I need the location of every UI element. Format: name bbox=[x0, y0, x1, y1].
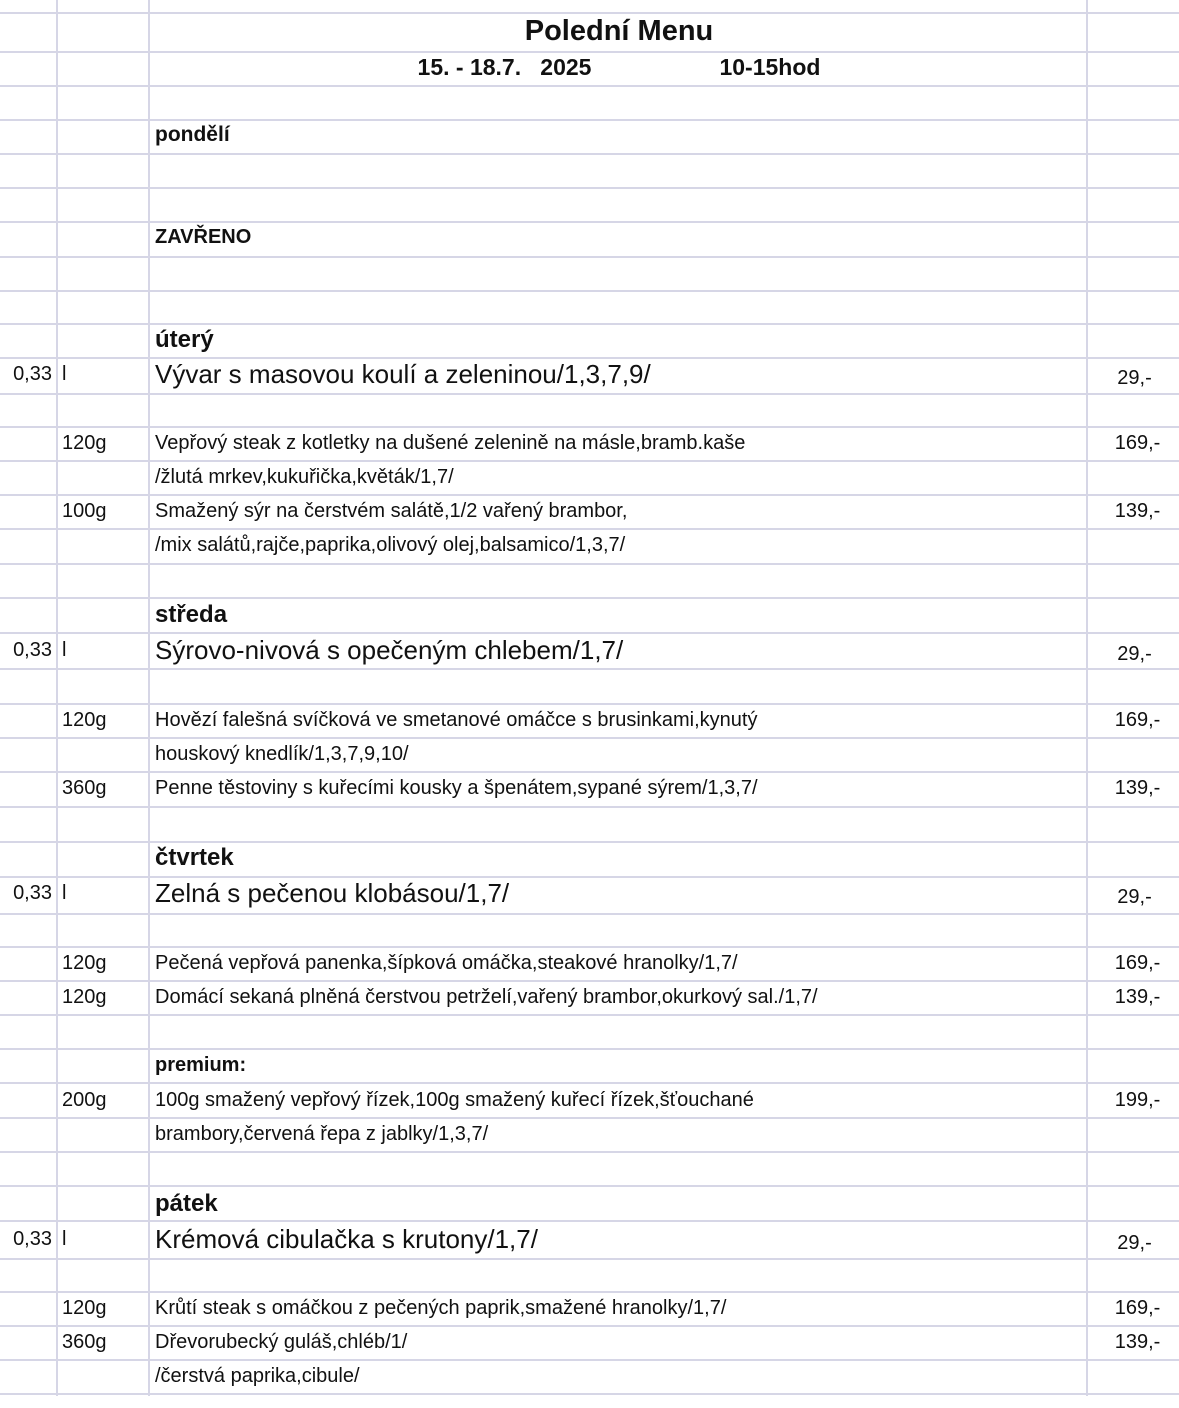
day-row-thursday bbox=[0, 841, 1179, 875]
soup-row-wednesday bbox=[0, 633, 1179, 667]
menu-item-row bbox=[0, 980, 1179, 1014]
menu-item-row-cont bbox=[0, 1117, 1179, 1151]
item-weight: 200g bbox=[62, 1089, 107, 1111]
premium-label: premium: bbox=[155, 1054, 247, 1076]
item-detail: brambory,červená řepa z jablky/1,3,7/ bbox=[155, 1123, 489, 1145]
grid-row-line bbox=[0, 85, 1179, 87]
item-name: Hovězí falešná svíčková ve smetanové omáčce s brusinkami,kynutý bbox=[155, 709, 758, 731]
soup-price: 29,- bbox=[1117, 1232, 1152, 1254]
item-detail: /mix salátů,rajče,paprika,olivový olej,balsamico/1,3,7/ bbox=[155, 534, 626, 556]
menu-item-row bbox=[0, 703, 1179, 737]
grid-row-line bbox=[0, 187, 1179, 189]
grid-row-line bbox=[0, 1014, 1179, 1016]
item-weight: 120g bbox=[62, 986, 107, 1008]
day-name-friday: pátek bbox=[155, 1190, 218, 1217]
menu-item-row-cont bbox=[0, 1359, 1179, 1393]
grid-row-line bbox=[0, 290, 1179, 292]
item-weight: 360g bbox=[62, 777, 107, 799]
item-weight: 100g bbox=[62, 500, 107, 522]
item-price: 169,- bbox=[1114, 709, 1161, 731]
menu-item-row bbox=[0, 1083, 1179, 1117]
grid-row-line bbox=[0, 563, 1179, 565]
menu-item-row bbox=[0, 1325, 1179, 1359]
menu-item-row-cont bbox=[0, 460, 1179, 494]
soup-row-thursday bbox=[0, 876, 1179, 910]
item-weight: 120g bbox=[62, 709, 107, 731]
item-name: Dřevorubecký guláš,chléb/1/ bbox=[155, 1331, 408, 1353]
day-row-friday bbox=[0, 1187, 1179, 1221]
item-detail: /žlutá mrkev,kukuřička,květák/1,7/ bbox=[155, 466, 454, 488]
item-name: Pečená vepřová panenka,šípková omáčka,steakové hranolky/1,7/ bbox=[155, 952, 738, 974]
menu-item-row-cont bbox=[0, 528, 1179, 562]
item-weight: 120g bbox=[62, 1297, 107, 1319]
soup-unit: l bbox=[62, 639, 67, 661]
item-price: 139,- bbox=[1114, 500, 1161, 522]
item-weight: 360g bbox=[62, 1331, 107, 1353]
day-name-monday: pondělí bbox=[155, 123, 230, 146]
soup-volume: 0,33 bbox=[13, 1228, 52, 1250]
menu-item-row bbox=[0, 494, 1179, 528]
item-price: 139,- bbox=[1114, 1331, 1161, 1353]
soup-row-tuesday bbox=[0, 357, 1179, 391]
soup-name: Vývar s masovou koulí a zeleninou/1,3,7,9/ bbox=[155, 359, 651, 389]
title-row bbox=[0, 14, 1179, 48]
item-name: 100g smažený vepřový řízek,100g smažený kuřecí řízek,šťouchané bbox=[155, 1089, 754, 1111]
soup-name: Sýrovo-nivová s opečeným chlebem/1,7/ bbox=[155, 635, 624, 665]
day-name-wednesday: středa bbox=[155, 601, 228, 628]
menu-date-line bbox=[150, 50, 1088, 84]
item-price: 139,- bbox=[1114, 777, 1161, 799]
item-name: Vepřový steak z kotletky na dušené zelenině na másle,bramb.kaše bbox=[155, 432, 746, 454]
soup-name: Krémová cibulačka s krutony/1,7/ bbox=[155, 1224, 538, 1254]
menu-item-row bbox=[0, 426, 1179, 460]
grid-row-line bbox=[0, 913, 1179, 915]
closed-row bbox=[0, 220, 1179, 254]
soup-unit: l bbox=[62, 1228, 67, 1250]
grid-row-line bbox=[0, 668, 1179, 670]
grid-row-line bbox=[0, 806, 1179, 808]
item-price: 139,- bbox=[1114, 986, 1161, 1008]
soup-price: 29,- bbox=[1117, 886, 1152, 908]
menu-item-row bbox=[0, 771, 1179, 805]
day-row-tuesday bbox=[0, 323, 1179, 357]
item-weight: 120g bbox=[62, 432, 107, 454]
grid-row-line bbox=[0, 153, 1179, 155]
soup-name: Zelná s pečenou klobásou/1,7/ bbox=[155, 878, 510, 908]
soup-price: 29,- bbox=[1117, 643, 1152, 665]
date-row bbox=[0, 50, 1179, 84]
soup-unit: l bbox=[62, 363, 67, 385]
item-name: Penne těstoviny s kuřecími kousky a špenátem,sypané sýrem/1,3,7/ bbox=[155, 777, 758, 799]
soup-row-friday bbox=[0, 1222, 1179, 1256]
item-weight: 120g bbox=[62, 952, 107, 974]
soup-volume: 0,33 bbox=[13, 639, 52, 661]
grid-row-line bbox=[0, 256, 1179, 258]
item-price: 169,- bbox=[1114, 432, 1161, 454]
menu-title: Polední Menu bbox=[524, 15, 714, 47]
item-price: 169,- bbox=[1114, 1297, 1161, 1319]
menu-item-row bbox=[0, 946, 1179, 980]
grid-row-line bbox=[0, 393, 1179, 395]
closed-note: ZAVŘENO bbox=[155, 226, 252, 248]
item-price: 199,- bbox=[1114, 1089, 1161, 1111]
soup-volume: 0,33 bbox=[13, 882, 52, 904]
menu-hours: 10-15hod bbox=[719, 54, 821, 80]
day-name-tuesday: úterý bbox=[155, 326, 214, 353]
menu-dates: 15. - 18.7. 2025 bbox=[417, 54, 592, 80]
grid-row-line bbox=[0, 1258, 1179, 1260]
soup-unit: l bbox=[62, 882, 67, 904]
premium-row bbox=[0, 1048, 1179, 1082]
soup-volume: 0,33 bbox=[13, 363, 52, 385]
grid-row-line bbox=[0, 1393, 1179, 1395]
item-detail: /čerstvá paprika,cibule/ bbox=[155, 1365, 360, 1387]
day-name-thursday: čtvrtek bbox=[155, 844, 234, 871]
day-row-wednesday bbox=[0, 598, 1179, 632]
day-row-monday bbox=[0, 118, 1179, 152]
item-name: Smažený sýr na čerstvém salátě,1/2 vařený brambor, bbox=[155, 500, 628, 522]
menu-item-row-cont bbox=[0, 737, 1179, 771]
item-price: 169,- bbox=[1114, 952, 1161, 974]
menu-item-row bbox=[0, 1291, 1179, 1325]
soup-price: 29,- bbox=[1117, 367, 1152, 389]
item-detail: houskový knedlík/1,3,7,9,10/ bbox=[155, 743, 409, 765]
item-name: Krůtí steak s omáčkou z pečených paprik,smažené hranolky/1,7/ bbox=[155, 1297, 727, 1319]
grid-row-line bbox=[0, 1151, 1179, 1153]
item-name: Domácí sekaná plněná čerstvou petrželí,vařený brambor,okurkový sal./1,7/ bbox=[155, 986, 818, 1008]
